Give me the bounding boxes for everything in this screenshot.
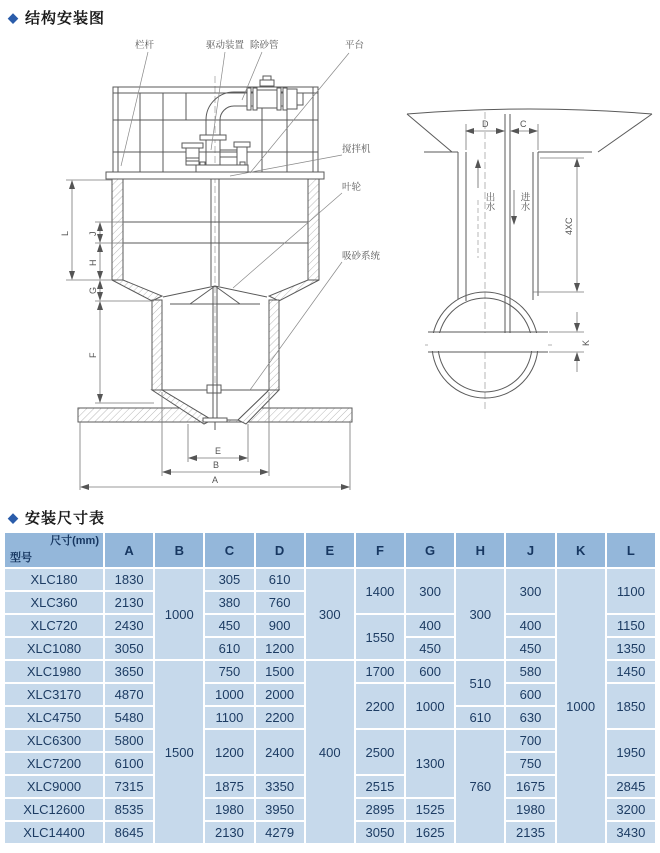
col-header-G: G bbox=[405, 532, 455, 568]
section-title-text: 安装尺寸表 bbox=[25, 510, 106, 527]
flared-top bbox=[407, 109, 652, 152]
col-header-F: F bbox=[355, 532, 405, 568]
table-row bbox=[4, 568, 656, 591]
model-cell: XLC1980 bbox=[4, 660, 104, 683]
section-title-structure bbox=[8, 7, 105, 28]
corner-cell bbox=[4, 532, 104, 568]
dim-cell: 3950 bbox=[255, 798, 305, 821]
dim-cell: 1450 bbox=[606, 660, 656, 683]
dim-cell: 1830 bbox=[104, 568, 154, 591]
dim-B: B bbox=[213, 460, 220, 470]
dim-cell: 900 bbox=[255, 614, 305, 637]
model-cell: XLC4750 bbox=[4, 706, 104, 729]
dim-L: L bbox=[60, 230, 70, 236]
dim-cell: 2200 bbox=[255, 706, 305, 729]
dim-cell: 450 bbox=[204, 614, 254, 637]
dim-cell: 8645 bbox=[104, 821, 154, 844]
valve-handwheel bbox=[260, 80, 274, 86]
dim-cell: 2130 bbox=[104, 591, 154, 614]
dim-cell: 700 bbox=[505, 729, 555, 752]
col-header-B: B bbox=[154, 532, 204, 568]
dim-cell: 1000 bbox=[405, 683, 455, 729]
dim-cell: 300 bbox=[405, 568, 455, 614]
dim-cell: 450 bbox=[405, 637, 455, 660]
model-cell: XLC720 bbox=[4, 614, 104, 637]
dim-H: H bbox=[88, 259, 98, 266]
col-header-C: C bbox=[204, 532, 254, 568]
label-railing: 栏杆 bbox=[135, 40, 155, 51]
col-header-H: H bbox=[455, 532, 505, 568]
tank bbox=[112, 179, 319, 390]
dimensions-table-body bbox=[4, 568, 656, 844]
dim-cell: 510 bbox=[455, 660, 505, 706]
side-view bbox=[407, 109, 652, 410]
model-cell: XLC9000 bbox=[4, 775, 104, 798]
dim-cell: 3050 bbox=[355, 821, 405, 844]
dim-cell: 1350 bbox=[606, 637, 656, 660]
dim-cell: 1000 bbox=[556, 568, 606, 844]
dim-cell: 380 bbox=[204, 591, 254, 614]
col-header-E: E bbox=[305, 532, 355, 568]
dim-cell: 5800 bbox=[104, 729, 154, 752]
model-cell: XLC14400 bbox=[4, 821, 104, 844]
dim-cell: 4870 bbox=[104, 683, 154, 706]
dim-cell: 610 bbox=[204, 637, 254, 660]
dim-E: E bbox=[215, 446, 222, 456]
dim-cell: 3430 bbox=[606, 821, 656, 844]
dim-cell: 1000 bbox=[154, 568, 204, 660]
model-cell: XLC7200 bbox=[4, 752, 104, 775]
flow-annotations bbox=[478, 160, 530, 258]
dim-cell: 1550 bbox=[355, 614, 405, 660]
dim-cell: 2200 bbox=[355, 683, 405, 729]
dim-cell: 1980 bbox=[204, 798, 254, 821]
dim-cell: 3200 bbox=[606, 798, 656, 821]
diamond-icon: ◆ bbox=[8, 10, 19, 25]
dim-cell: 5480 bbox=[104, 706, 154, 729]
model-cell: XLC1080 bbox=[4, 637, 104, 660]
dim-D: D bbox=[482, 119, 489, 129]
dim-cell: 450 bbox=[505, 637, 555, 660]
model-cell: XLC180 bbox=[4, 568, 104, 591]
dim-cell: 1850 bbox=[606, 683, 656, 729]
dim-cell: 600 bbox=[405, 660, 455, 683]
dim-cell: 2845 bbox=[606, 775, 656, 798]
dim-J: J bbox=[88, 231, 98, 236]
label-water-inlet: 进水 bbox=[518, 192, 530, 211]
col-header-D: D bbox=[255, 532, 305, 568]
valve-body bbox=[257, 90, 277, 108]
diamond-icon: ◆ bbox=[8, 510, 19, 525]
dim-cell: 600 bbox=[505, 683, 555, 706]
dim-G: G bbox=[88, 286, 98, 294]
dim-cell: 7315 bbox=[104, 775, 154, 798]
dim-cell: 2500 bbox=[355, 729, 405, 775]
dim-cell: 2135 bbox=[505, 821, 555, 844]
dim-K: K bbox=[581, 339, 591, 346]
channel-walls bbox=[458, 114, 538, 334]
dim-cell: 2130 bbox=[204, 821, 254, 844]
section-title-text: 结构安装图 bbox=[25, 10, 106, 27]
dim-cell: 1950 bbox=[606, 729, 656, 775]
dim-cell: 1980 bbox=[505, 798, 555, 821]
dim-cell: 1100 bbox=[204, 706, 254, 729]
dim-cell: 1500 bbox=[255, 660, 305, 683]
dim-cell: 1200 bbox=[255, 637, 305, 660]
dim-cell: 750 bbox=[505, 752, 555, 775]
dim-C: C bbox=[520, 119, 527, 129]
model-cell: XLC360 bbox=[4, 591, 104, 614]
dim-cell: 2000 bbox=[255, 683, 305, 706]
dim-cell: 400 bbox=[505, 614, 555, 637]
dim-cell: 1000 bbox=[204, 683, 254, 706]
model-cell: XLC6300 bbox=[4, 729, 104, 752]
dim-cell: 1700 bbox=[355, 660, 405, 683]
dim-cell: 630 bbox=[505, 706, 555, 729]
dim-cell: 300 bbox=[305, 568, 355, 660]
label-sand-suction-system: 吸砂系统 bbox=[342, 251, 381, 262]
dim-cell: 3350 bbox=[255, 775, 305, 798]
col-header-L: L bbox=[606, 532, 656, 568]
dim-cell: 580 bbox=[505, 660, 555, 683]
platform-slab bbox=[106, 172, 324, 179]
label-water-outlet: 出水 bbox=[483, 192, 495, 211]
suction-sphere bbox=[428, 292, 548, 398]
dim-cell: 1675 bbox=[505, 775, 555, 798]
dim-cell: 1875 bbox=[204, 775, 254, 798]
dim-cell: 6100 bbox=[104, 752, 154, 775]
dim-cell: 2430 bbox=[104, 614, 154, 637]
dim-cell: 1525 bbox=[405, 798, 455, 821]
mixer-base-plate bbox=[196, 165, 248, 172]
label-drive-unit: 驱动装置 bbox=[206, 40, 245, 51]
dim-F: F bbox=[88, 352, 98, 358]
dim-cell: 1100 bbox=[606, 568, 656, 614]
dim-cell: 300 bbox=[505, 568, 555, 614]
installation-dimensions-table bbox=[3, 531, 657, 845]
label-platform: 平台 bbox=[345, 40, 365, 51]
dim-cell: 300 bbox=[455, 568, 505, 660]
corner-model-label: 型号 bbox=[10, 552, 32, 564]
dim-cell: 1400 bbox=[355, 568, 405, 614]
dim-A: A bbox=[212, 475, 219, 485]
dim-cell: 2895 bbox=[355, 798, 405, 821]
corner-dimension-label: 尺寸(mm) bbox=[50, 535, 99, 547]
col-header-J: J bbox=[505, 532, 555, 568]
label-mixer: 搅拌机 bbox=[342, 144, 371, 155]
label-impeller: 叶轮 bbox=[342, 182, 362, 193]
dim-cell: 750 bbox=[204, 660, 254, 683]
dim-cell: 1300 bbox=[405, 729, 455, 798]
dim-cell: 760 bbox=[455, 729, 505, 844]
table-header-row bbox=[4, 532, 656, 568]
dim-cell: 1625 bbox=[405, 821, 455, 844]
desanding-pipe-assembly bbox=[200, 76, 303, 172]
model-cell: XLC12600 bbox=[4, 798, 104, 821]
dim-cell: 400 bbox=[305, 660, 355, 844]
dim-cell: 1200 bbox=[204, 729, 254, 775]
dim-cell: 8535 bbox=[104, 798, 154, 821]
front-view-dimensions bbox=[60, 180, 350, 490]
dim-cell: 2515 bbox=[355, 775, 405, 798]
dim-cell: 3650 bbox=[104, 660, 154, 683]
dim-cell: 1150 bbox=[606, 614, 656, 637]
dim-cell: 3050 bbox=[104, 637, 154, 660]
model-cell: XLC3170 bbox=[4, 683, 104, 706]
dim-cell: 610 bbox=[255, 568, 305, 591]
section-title-dimensions bbox=[8, 507, 105, 528]
dim-cell: 4279 bbox=[255, 821, 305, 844]
dim-cell: 305 bbox=[204, 568, 254, 591]
dim-4xc: 4XC bbox=[564, 217, 574, 235]
dim-cell: 400 bbox=[405, 614, 455, 637]
suction-hub bbox=[207, 385, 221, 393]
dim-cell: 610 bbox=[455, 706, 505, 729]
dim-cell: 760 bbox=[255, 591, 305, 614]
col-header-A: A bbox=[104, 532, 154, 568]
dim-cell: 2400 bbox=[255, 729, 305, 775]
dim-cell: 1500 bbox=[154, 660, 204, 844]
label-desanding-pipe: 除砂管 bbox=[250, 40, 279, 51]
front-view bbox=[78, 76, 352, 430]
col-header-K: K bbox=[556, 532, 606, 568]
